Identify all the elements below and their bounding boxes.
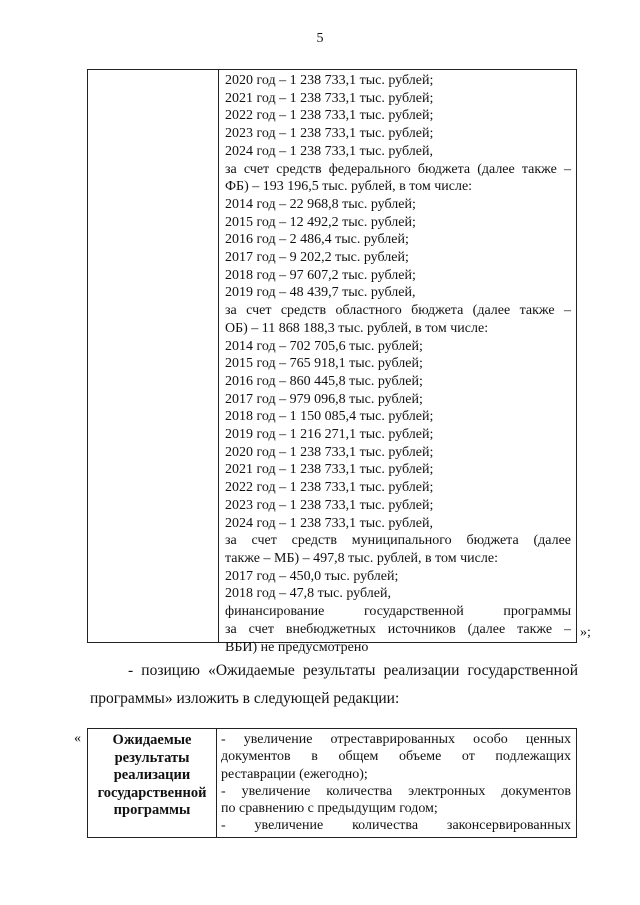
funding-line: 2015 год – 12 492,2 тыс. рублей;	[225, 214, 416, 230]
funding-line: 2019 год – 48 439,7 тыс. рублей,	[225, 285, 416, 301]
result-line: - увеличение количества электронных документов	[221, 783, 571, 799]
page-number: 5	[316, 31, 324, 46]
label-line: реализации	[113, 767, 191, 783]
result-line: документов в общем объеме от подлежащих	[221, 749, 571, 765]
funding-line: 2021 год – 1 238 733,1 тыс. рублей;	[225, 462, 434, 478]
funding-line: 2020 год – 1 238 733,1 тыс. рублей;	[225, 73, 434, 88]
instruction-line-1: - позицию «Ожидаемые результаты реализации государственной	[128, 662, 578, 679]
funding-line: 2018 год – 1 150 085,4 тыс. рублей;	[225, 409, 434, 425]
funding-line: 2015 год – 765 918,1 тыс. рублей;	[225, 356, 423, 372]
expected-results-cell	[221, 731, 571, 835]
column-divider	[218, 70, 219, 642]
funding-line: финансирование государственной программы	[225, 604, 571, 620]
expected-results-label	[88, 732, 216, 820]
funding-line: 2016 год – 2 486,4 тыс. рублей;	[225, 232, 409, 248]
instruction-line-2: программы» изложить в следующей редакции:	[90, 690, 400, 707]
funding-line: 2019 год – 1 216 271,1 тыс. рублей;	[225, 427, 434, 443]
label-line: результаты	[114, 749, 190, 766]
funding-line: 2017 год – 450,0 тыс. рублей;	[225, 568, 399, 584]
result-line: - увеличение количества законсервированных	[221, 818, 571, 834]
funding-line: 2018 год – 97 607,2 тыс. рублей;	[225, 267, 416, 283]
funding-line: 2014 год – 702 705,6 тыс. рублей;	[225, 338, 423, 354]
funding-line: ОБ) – 11 868 188,3 тыс. рублей, в том числе:	[225, 320, 489, 336]
label-line: Ожидаемые	[112, 732, 192, 748]
funding-line: за счет средств областного бюджета (далее также –	[225, 303, 571, 319]
funding-line: также – МБ) – 497,8 тыс. рублей, в том числе:	[225, 550, 498, 566]
column-divider	[216, 729, 217, 837]
funding-line: 2021 год – 1 238 733,1 тыс. рублей;	[225, 90, 434, 106]
funding-line: 2022 год – 1 238 733,1 тыс. рублей;	[225, 480, 434, 496]
opening-quote: «	[74, 731, 81, 746]
label-line: государственной	[97, 784, 207, 801]
funding-line: ФБ) – 193 196,5 тыс. рублей, в том числе:	[225, 179, 473, 195]
funding-line: 2023 год – 1 238 733,1 тыс. рублей;	[225, 497, 434, 513]
funding-line: 2018 год – 47,8 тыс. рублей,	[225, 586, 391, 602]
funding-line: 2016 год – 860 445,8 тыс. рублей;	[225, 373, 423, 389]
funding-line: за счет средств федерального бюджета (далее также –	[225, 161, 571, 177]
label-line: программы	[113, 802, 191, 818]
result-line: - увеличение отреставрированных особо ценных	[221, 732, 571, 747]
funding-cell	[225, 72, 571, 656]
funding-line: за счет внебюджетных источников (далее также –	[225, 621, 571, 637]
result-line: по сравнению с предыдущим годом;	[221, 801, 438, 817]
funding-line: 2023 год – 1 238 733,1 тыс. рублей;	[225, 126, 434, 142]
funding-line: 2014 год – 22 968,8 тыс. рублей;	[225, 196, 416, 212]
result-line: реставрации (ежегодно);	[221, 766, 368, 782]
expected-results-table	[87, 728, 577, 838]
funding-line: 2017 год – 9 202,2 тыс. рублей;	[225, 250, 409, 266]
funding-table	[87, 69, 577, 655]
funding-line: ВБИ) не предусмотрено	[225, 639, 369, 655]
funding-line: 2022 год – 1 238 733,1 тыс. рублей;	[225, 108, 434, 124]
funding-line: 2024 год – 1 238 733,1 тыс. рублей,	[225, 515, 433, 531]
funding-line: за счет средств муниципального бюджета (далее	[225, 533, 571, 549]
funding-line: 2017 год – 979 096,8 тыс. рублей;	[225, 391, 423, 407]
closing-quote: »;	[580, 625, 591, 640]
funding-line: 2024 год – 1 238 733,1 тыс. рублей,	[225, 143, 433, 159]
funding-line: 2020 год – 1 238 733,1 тыс. рублей;	[225, 444, 434, 460]
